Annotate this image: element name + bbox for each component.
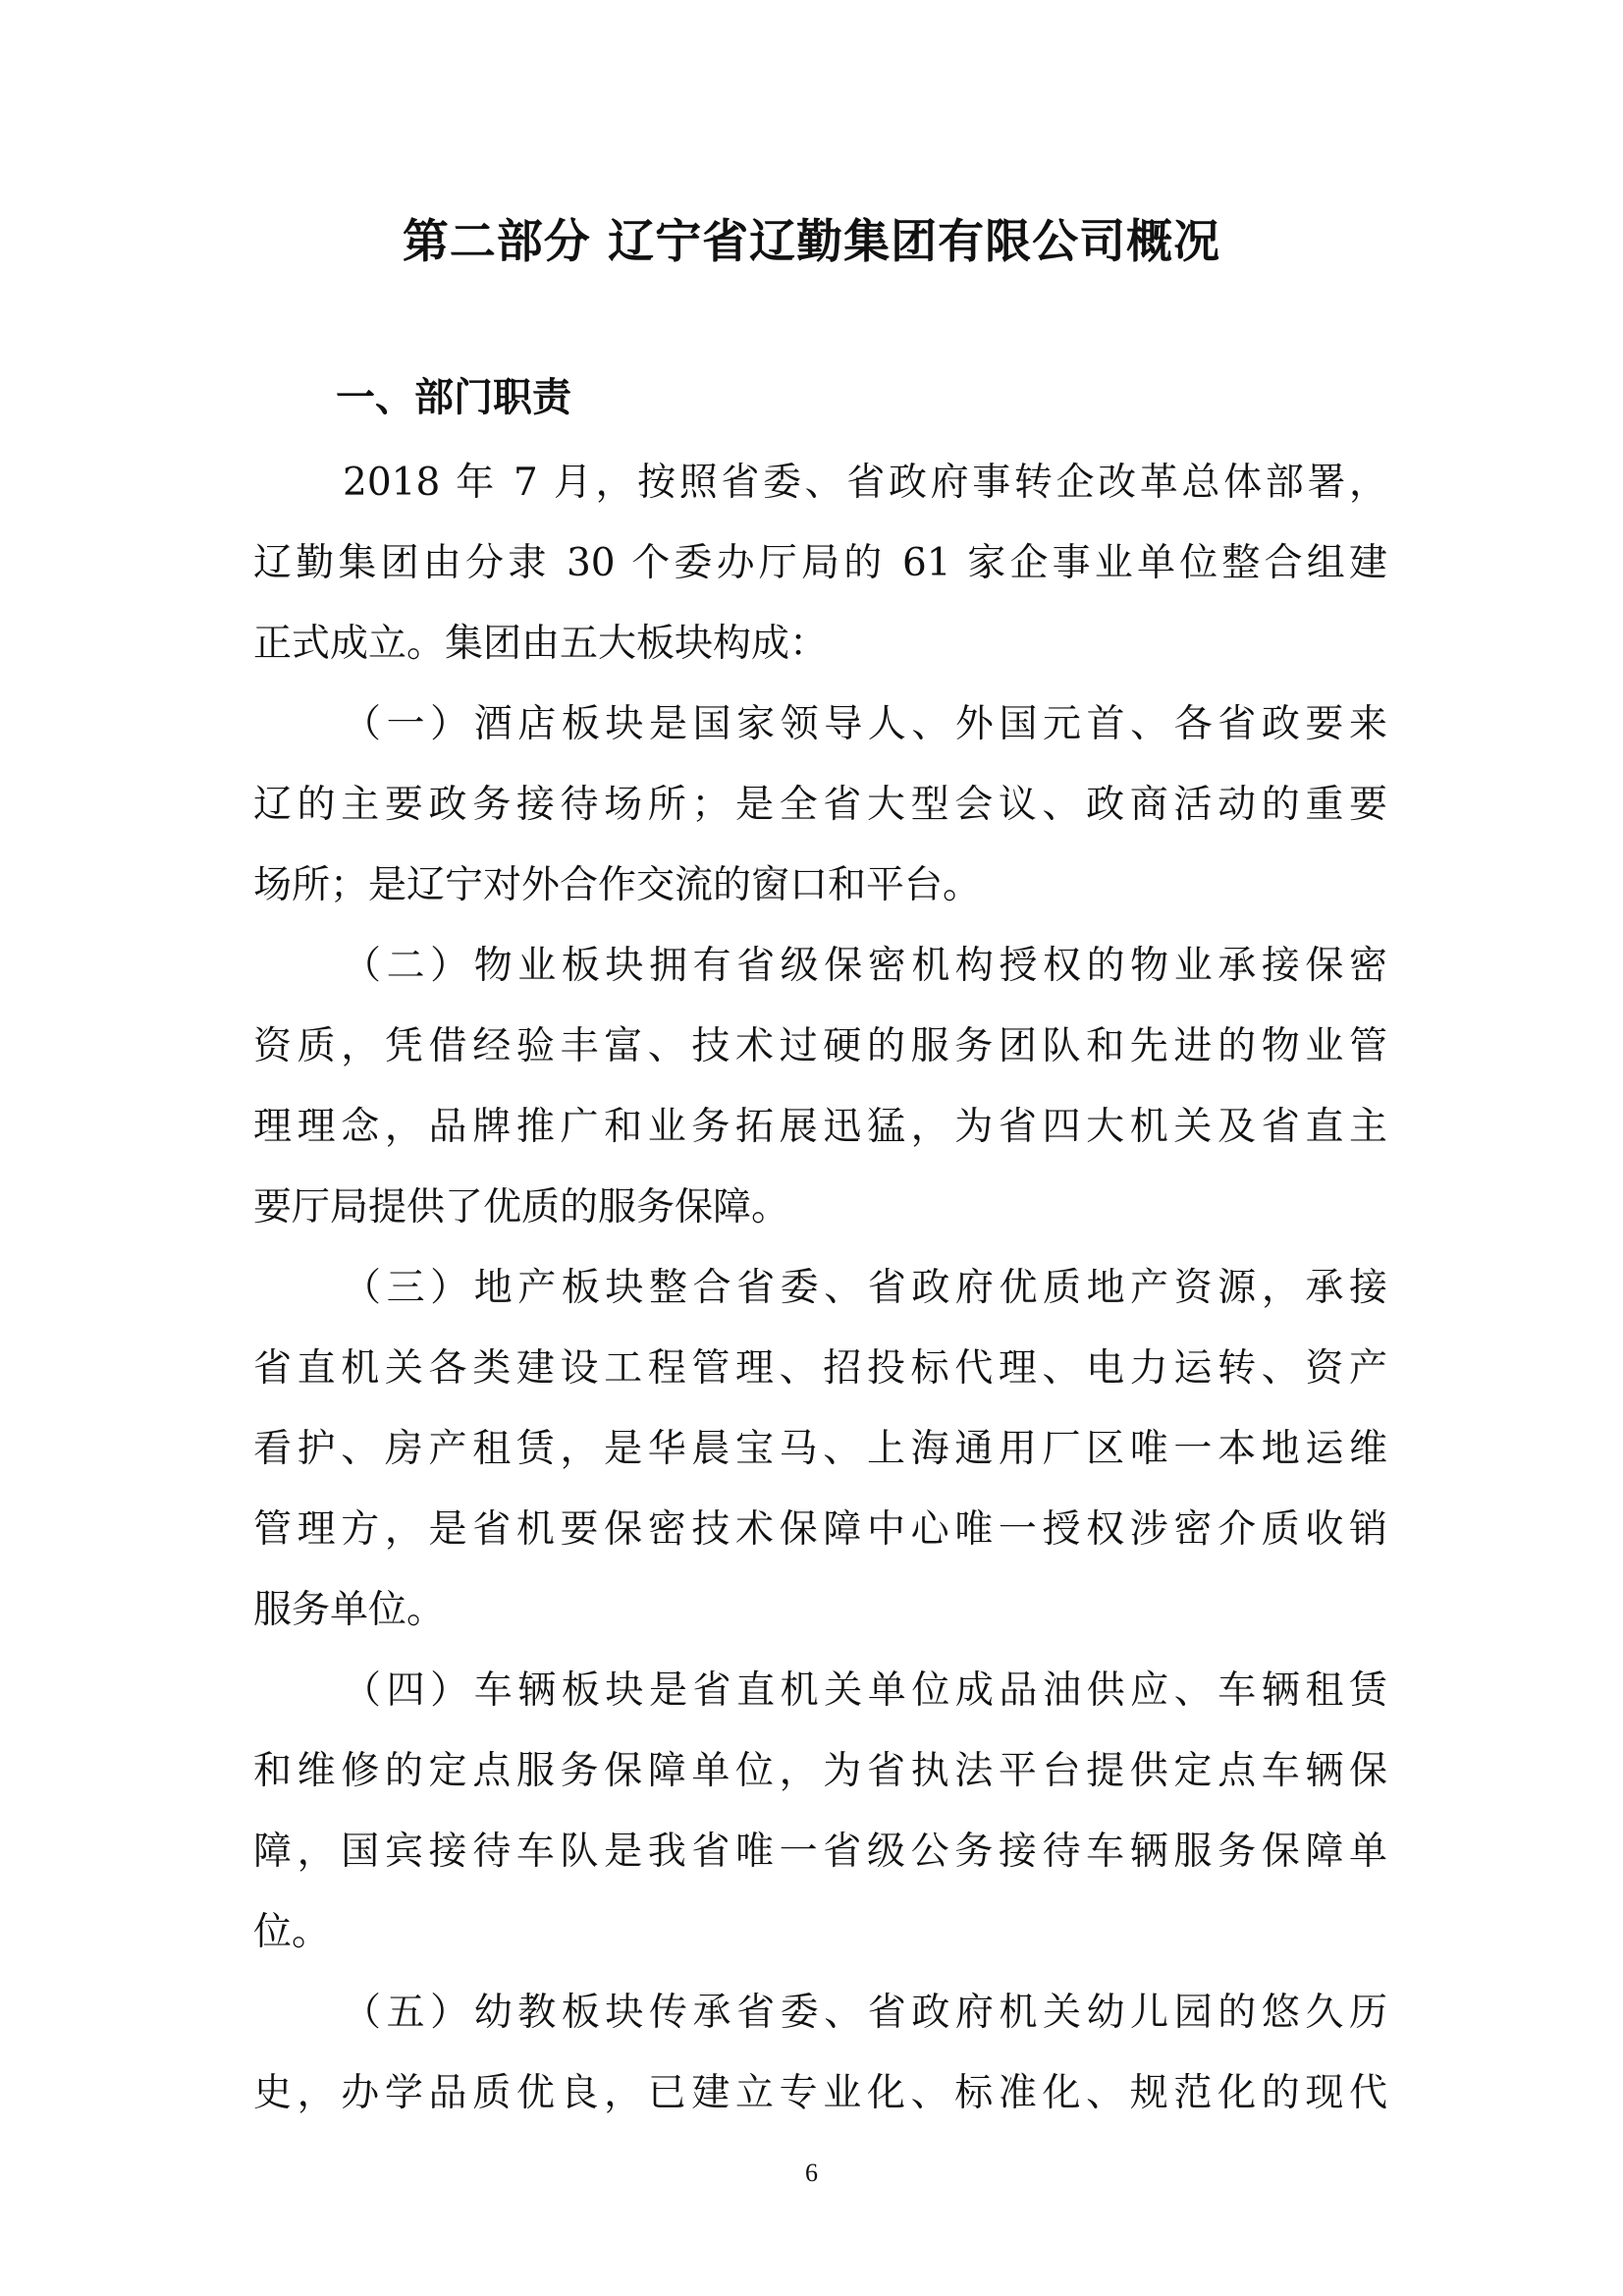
section-heading-department-duties: 一、部门职责 bbox=[336, 375, 571, 420]
paragraph-intro-line-3: 正式成立。集团由五大板块构成： bbox=[253, 622, 829, 666]
paragraph-vehicle-line-4: 位。 bbox=[253, 1910, 331, 1954]
paragraph-property-line-1: （二）物业板块拥有省级保密机构授权的物业承接保密 bbox=[343, 944, 1387, 988]
paragraph-realestate-line-3: 看护、房产租赁，是华晨宝马、上海通用厂区唯一本地运维 bbox=[253, 1427, 1387, 1471]
paragraph-preschool-line-1: （五）幼教板块传承省委、省政府机关幼儿园的悠久历 bbox=[343, 1991, 1387, 2035]
paragraph-intro-line-2: 辽勤集团由分隶 30 个委办厅局的 61 家企事业单位整合组建 bbox=[253, 541, 1387, 585]
paragraph-hotel-line-1: （一）酒店板块是国家领导人、外国元首、各省政要来 bbox=[343, 702, 1387, 746]
paragraph-hotel-line-2: 辽的主要政务接待场所；是全省大型会议、政商活动的重要 bbox=[253, 783, 1387, 827]
page-title: 第二部分 辽宁省辽勤集团有限公司概况 bbox=[402, 215, 1221, 269]
paragraph-realestate-line-2: 省直机关各类建设工程管理、招投标代理、电力运转、资产 bbox=[253, 1346, 1387, 1391]
paragraph-preschool-line-2: 史，办学品质优良，已建立专业化、标准化、规范化的现代 bbox=[253, 2071, 1387, 2115]
paragraph-property-line-3: 理理念，品牌推广和业务拓展迅猛，为省四大机关及省直主 bbox=[253, 1105, 1387, 1149]
paragraph-vehicle-line-2: 和维修的定点服务保障单位，为省执法平台提供定点车辆保 bbox=[253, 1749, 1387, 1793]
paragraph-vehicle-line-1: （四）车辆板块是省直机关单位成品油供应、车辆租赁 bbox=[343, 1668, 1387, 1713]
page-number: 6 bbox=[805, 2159, 818, 2187]
paragraph-realestate-line-5: 服务单位。 bbox=[253, 1588, 446, 1632]
paragraph-realestate-line-4: 管理方，是省机要保密技术保障中心唯一授权涉密介质收销 bbox=[253, 1507, 1387, 1552]
paragraph-hotel-line-3: 场所；是辽宁对外合作交流的窗口和平台。 bbox=[253, 863, 982, 907]
paragraph-property-line-2: 资质，凭借经验丰富、技术过硬的服务团队和先进的物业管 bbox=[253, 1024, 1387, 1068]
paragraph-vehicle-line-3: 障，国宾接待车队是我省唯一省级公务接待车辆服务保障单 bbox=[253, 1830, 1387, 1874]
paragraph-realestate-line-1: （三）地产板块整合省委、省政府优质地产资源，承接 bbox=[343, 1266, 1387, 1310]
paragraph-property-line-4: 要厅局提供了优质的服务保障。 bbox=[253, 1185, 790, 1230]
paragraph-intro-line-1: 2018 年 7 月，按照省委、省政府事转企改革总体部署， bbox=[343, 461, 1387, 505]
